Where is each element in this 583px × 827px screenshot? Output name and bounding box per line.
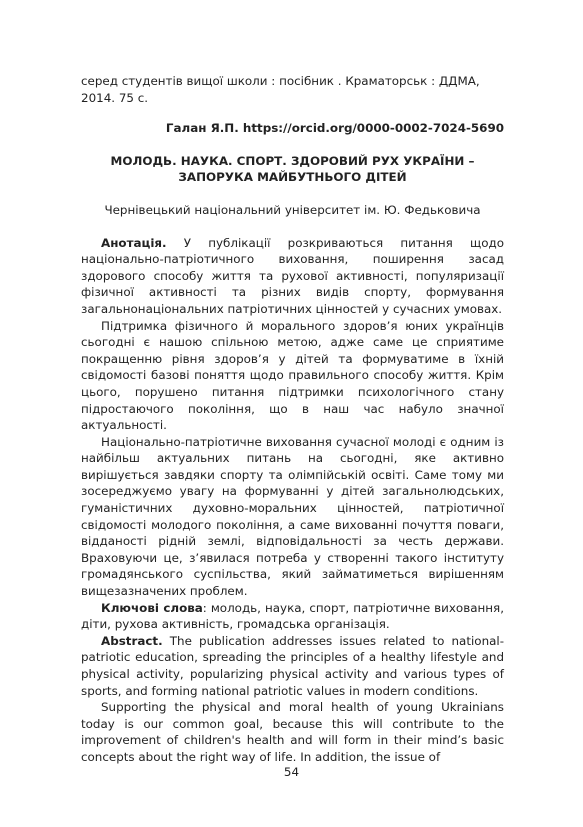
reference-tail: серед студентів вищої школи : посібник . Краматорськ : ДДМА, 2014. 75 с.: [81, 74, 480, 105]
abstract-paragraph-2: Supporting the physical and moral health of young Ukrainians today is our common goal, because this will contribute to the improvement of children's health and will form in their mind’s basic concepts about the right way of life. In addition, the issue of: [81, 700, 504, 764]
abstract-paragraph: [81, 633, 504, 699]
annotation-text: У публікації розкриваються питання щодо національно-патріотичного виховання, поширення засад здорового способу життя та рухової активності, популяризації фізичної активності та різних видів спорту, формування загальнонаціональних патріотичних цінностей у сучасних умовах.: [81, 235, 504, 316]
body-paragraph-2: Підтримка фізичного й морального здоров’я юних українців сьогодні є нашою спільною метою, адже саме це сприятиме покращенню рівня здоров’я у дітей та формуватиме в їхній свідомості базові поняття щодо правильного способу життя. Крім цього, порушено питання підтримки психологічного стану підростаючого покоління, що в наш час набуло значної актуальності.: [81, 318, 504, 433]
document-page: [81, 73, 504, 766]
keywords-paragraph: [81, 600, 504, 633]
abstract-text: The publication addresses issues related to national-patriotic education, spreading the principles of a healthy lifestyle and physical activity, popularizing physical activity and various types of sports, and forming national patriotic values in modern conditions.: [81, 633, 504, 698]
keywords-label: Ключові слова: [101, 600, 203, 615]
annotation-label: Анотація.: [101, 235, 167, 250]
body-paragraph-3: Національно-патріотичне виховання сучасної молоді є одним із найбільш актуальних питань на сьогодні, яке активно вирішується завдяки спорту та олімпійській освіті. Саме тому ми зосереджуємо увагу на формуванні у дітей загальнолюдських, гуманістичних духовно-моральних цінностей, патріотичної свідомості молодого покоління, а саме вихованні почуття поваги, відданості рідній землі, відповідальності за честь держави. Враховуючи це, з’явилася потреба у створенні такого інституту громадянського суспільства, який займатиметься вирішенням вищезазначених проблем.: [81, 434, 504, 599]
page-number: 54: [283, 765, 300, 779]
keywords-text: : молодь, наука, спорт, патріотичне виховання, діти, рухова активність, громадська організація.: [81, 600, 504, 632]
abstract-label: Abstract.: [101, 633, 163, 648]
annotation-paragraph: [81, 235, 504, 318]
article-title: МОЛОДЬ. НАУКА. СПОРТ. ЗДОРОВИЙ РУХ УКРАЇНИ – ЗАПОРУКА МАЙБУТНЬОГО ДІТЕЙ: [110, 153, 475, 185]
author-line: Галан Я.П. https://orcid.org/0000-0002-7024-5690: [165, 121, 504, 136]
affiliation: Чернівецький національний університет ім. Ю. Федьковича: [104, 202, 481, 217]
